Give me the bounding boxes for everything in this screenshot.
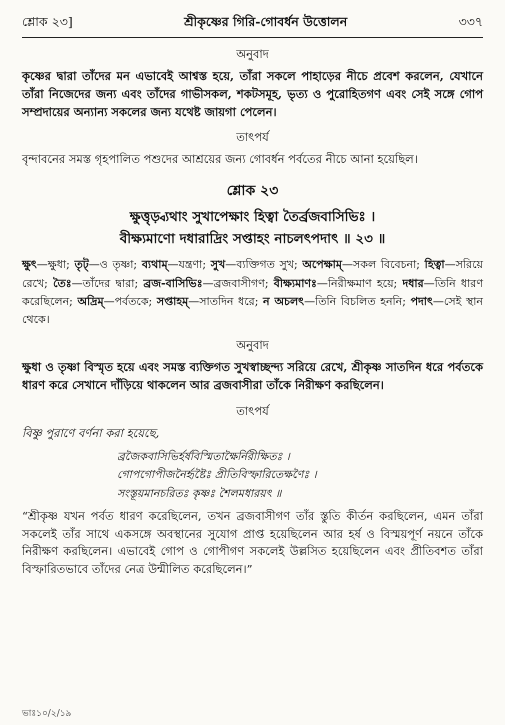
purport-text-2: “শ্রীকৃষ্ণ যখন পর্বত ধারণ করেছিলেন, তখন ব্রজবাসীগণ তাঁর স্তুতি কীর্তন করছিলেন, এমন তাঁরা সকলেই তাঁর সাথে একসঙ্গে অবস্থানের সুযোগ প্রাপ্ত হয়েছিলেন আর হর্ষ ও বিস্ময়পূর্ণ নয়নে তাঁকে নিরীক্ষণ করছিলেন। এভাবেই গোপ ও গোপীগণ সকলেই উল্লসিত হয়েছিলেন এবং প্রীতিবশত তাঁরা বিস্ফারিতভাবে তাঁদের নেত্র উন্মীলিত করেছিলেন।” — [22, 508, 483, 577]
synonym-word: তৈঃ — [53, 276, 72, 290]
synonym-meaning: সেই স্থান থেকে। — [22, 294, 483, 326]
synonym-word: অদ্রিম্ — [77, 294, 104, 308]
synonym-meaning: নিরীক্ষমাণ হয়ে; — [327, 276, 403, 290]
header-verse-ref: শ্লোক ২৩] — [22, 14, 73, 29]
synonym-word: সপ্তাহম্ — [156, 294, 189, 308]
purport-text: বৃন্দাবনের সমস্ত গৃহপালিত পশুদের আশ্রয়ের জন্য গোবর্ধন পর্বতের নীচে আনা হয়েছিল। — [22, 152, 418, 167]
header-chapter-title: শ্রীকৃষ্ণের গিরি-গোবর্ধন উত্তোলন — [184, 14, 348, 29]
synonym-meaning: তিনি ধারণ করেছিলেন; — [22, 276, 483, 308]
purport-heading: তাৎপর্য — [236, 130, 269, 145]
synonym-word: ন অচলৎ — [263, 294, 305, 308]
synonym-meaning: পর্বতকে; — [114, 294, 157, 308]
quote-line: ব্রজৈকবাসিভির্হর্ষবিস্মিতাক্ষৈর্নিরীক্ষিতঃ । — [117, 449, 290, 463]
synonym-word: তৃট্ — [74, 258, 89, 272]
synonym-meaning: তিনি বিচলিত হননি; — [315, 294, 411, 308]
synonym-meaning: তাঁদের দ্বারা; — [82, 276, 144, 290]
purport-heading-2: তাৎপর্য — [236, 403, 269, 418]
verse-title: শ্লোক ২৩ — [226, 183, 279, 200]
synonym-meaning: সাতদিন ধরে; — [199, 294, 264, 308]
synonym-word: দধার — [402, 276, 424, 290]
synonym-meaning: সরিয়ে রেখে; — [22, 258, 483, 290]
synonym-meaning: যন্ত্রণা; — [178, 258, 211, 272]
word-for-word-synonyms: ক্ষুৎ—ক্ষুধা; তৃট্—ও তৃষ্ণা; ব্যথাম্—যন্ত্রণা; সুখ—ব্যক্তিগত সুখ; অপেক্ষাম্—সকল বিবেচনা; হিত্বা—সরিয়ে রেখে; তৈঃ—তাঁদের দ্বারা; ব্রজ-বাসিভিঃ—ব্রজবাসীগণ; বীক্ষ্যমাণঃ—নিরীক্ষমাণ হয়ে; দধার—তিনি ধারণ করেছিলেন; অদ্রিম্—পর্বতকে; সপ্তাহম্—সাতদিন ধরে; ন অচলৎ—তিনি বিচলিত হননি; পদাৎ—সেই স্থান থেকে। — [22, 258, 483, 326]
synonym-meaning: ব্যক্তিগত সুখ; — [236, 258, 303, 272]
verse-line-2: বীক্ষ্যমাণো দধারাদ্রিং সপ্তাহং নাচলৎপদাৎ ॥ ২৩ ॥ — [119, 230, 386, 247]
synonym-word: অপেক্ষাম্ — [302, 258, 342, 272]
synonym-word: ব্রজ-বাসিভিঃ — [143, 276, 203, 290]
synonym-meaning: ক্ষুধা; — [47, 258, 75, 272]
synonym-word: ব্যথাম্ — [141, 258, 168, 272]
purport-intro: বিষ্ণু পুরাণে বর্ণনা করা হয়েছে, — [22, 425, 160, 440]
translation-heading: অনুবাদ — [236, 47, 269, 61]
quote-line: সংস্তূয়মানচরিতঃ কৃষ্ণঃ শৈলমধারয়ৎ ॥ — [117, 487, 282, 500]
verse-line-1: ক্ষুত্তৃড়্ব্যথাং সুখাপেক্ষাং হিত্বা তৈর্ব্রজবাসিভিঃ । — [129, 209, 376, 226]
synonym-word: বীক্ষ্যমাণঃ — [273, 276, 317, 290]
translation-text-2: ক্ষুধা ও তৃষ্ণা বিস্মৃত হয়ে এবং সমস্ত ব্যক্তিগত সুখস্বাচ্ছন্দ্য সরিয়ে রেখে, শ্রীকৃষ্ণ সাতদিন ধরে পর্বতকে ধারণ করে সেখানে দাঁড়িয়ে থাকলেন আর ব্রজবাসীরা তাঁকে নিরীক্ষণ করছিলেন। — [22, 360, 483, 392]
synonym-word: হিত্বা — [424, 258, 445, 272]
page-header — [22, 14, 483, 38]
quote-line: গোপগোপীজনৈর্হৃষ্টৈঃ প্রীতিবিস্ফারিতেক্ষণৈঃ । — [117, 468, 317, 482]
synonym-word: পদাৎ — [410, 294, 433, 308]
synonym-word: ক্ষুৎ — [22, 258, 37, 272]
translation-text: কৃষ্ণের দ্বারা তাঁদের মন এভাবেই আশ্বস্ত হয়ে, তাঁরা সকলে পাহাড়ের নীচে প্রবেশ করলেন, যেখানে তাঁরা নিজেদের জন্য এবং তাঁদের গাভীসকল, শকটসমূহ, ভৃত্য ও পুরোহিতগণ এবং সেই সঙ্গে গোপ সম্প্রদায়ের অন্যান্য সকলের জন্য যথেষ্ট জায়গা পেলেন। — [22, 69, 483, 119]
synonym-word: সুখ — [210, 258, 226, 272]
scripture-quote — [117, 448, 483, 504]
translation-heading-2: অনুবাদ — [236, 338, 269, 352]
synonym-meaning: ব্রজবাসীগণ; — [213, 276, 274, 290]
footer-reference: ভাঃ১০/২/১৯ — [22, 709, 72, 719]
synonym-meaning: সকল বিবেচনা; — [352, 258, 425, 272]
page-number: ৩৩৭ — [458, 14, 483, 29]
synonym-meaning: ও তৃষ্ণা; — [99, 258, 142, 272]
